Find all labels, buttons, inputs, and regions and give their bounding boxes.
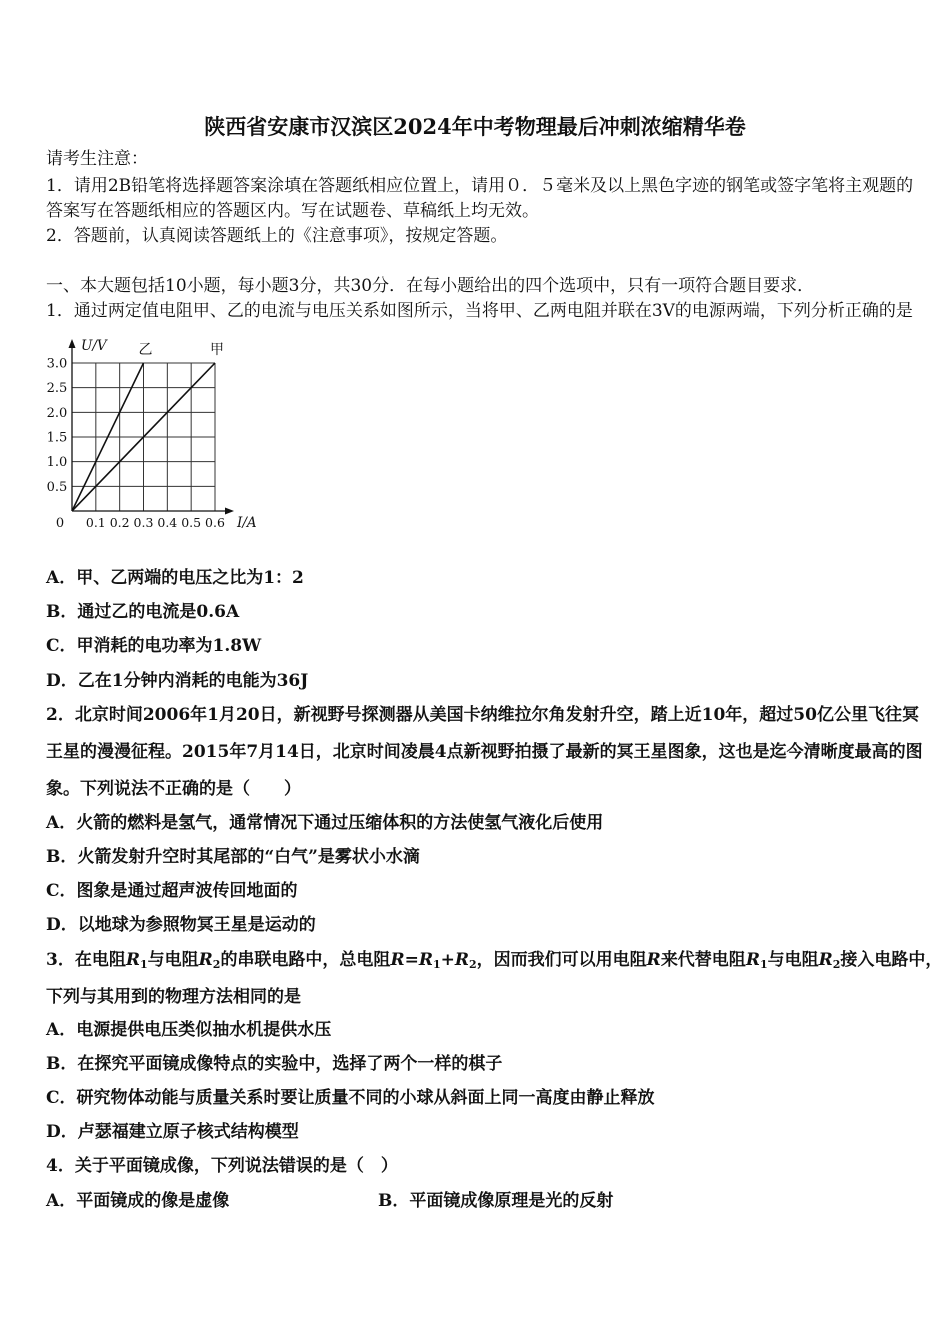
notice-heading: 请考生注意： [46, 149, 148, 169]
q3-option-b: B．在探究平面镜成像特点的实验中，选择了两个一样的棋子 [46, 1054, 503, 1074]
q2-option-d: D．以地球为参照物冥王星是运动的 [46, 915, 316, 935]
stem-text: + [440, 950, 455, 970]
y-tick-label: 1.0 [46, 455, 68, 471]
notice-item-1-line-2: 答案写在答题纸相应的答题区内。写在试题卷、草稿纸上均无效。 [46, 201, 539, 221]
x-tick-label: 0.4 [157, 515, 178, 530]
variable-symbol: R [125, 950, 140, 970]
series-label: 甲 [210, 342, 224, 358]
x-axis-label: I/A [237, 515, 257, 531]
subscript: 1 [139, 958, 148, 971]
q4-option-b: B．平面镜成像原理是光的反射 [378, 1191, 614, 1211]
variable-symbol: R [418, 950, 433, 970]
q4-stem: 4．关于平面镜成像，下列说法错误的是（ ） [46, 1156, 398, 1176]
stem-text: = [404, 950, 419, 970]
q3-stem-line-1 [46, 950, 942, 975]
variable-symbol: R [818, 950, 833, 970]
subscript: 1 [432, 958, 441, 971]
y-axis-arrow [69, 339, 76, 348]
stem-text: 接入电路中， [840, 950, 943, 970]
q1-option-a: A．甲、乙两端的电压之比为1：2 [46, 568, 304, 588]
q2-option-a: A．火箭的燃料是氢气，通常情况下通过压缩体积的方法使氢气液化后使用 [46, 813, 604, 833]
stem-text: 3．在电阻 [46, 950, 126, 970]
x-axis-arrow [225, 508, 234, 515]
q1-option-c: C．甲消耗的电功率为1.8W [46, 636, 262, 656]
variable-symbol: R [390, 950, 405, 970]
q2-stem-line-3: 象。下列说法不正确的是（ ） [46, 779, 301, 799]
subscript: 1 [759, 958, 768, 971]
series-label: 乙 [138, 342, 153, 358]
q3-option-d: D．卢瑟福建立原子核式结构模型 [46, 1122, 299, 1142]
stem-text: 的串联电路中，总电阻 [220, 950, 391, 970]
section-heading: 一、本大题包括10小题，每小题3分，共30分．在每小题给出的四个选项中，只有一项符合题目要求． [46, 276, 815, 296]
subscript: 2 [469, 958, 477, 971]
y-axis-label: U/V [81, 338, 107, 354]
variable-symbol: R [198, 950, 213, 970]
subscript: 2 [212, 958, 221, 971]
y-tick-label: 3.0 [46, 356, 68, 372]
q3-stem-line-2: 下列与其用到的物理方法相同的是 [46, 987, 301, 1007]
notice-item-1-line-1: 1．请用2B铅笔将选择题答案涂填在答题纸相应位置上，请用０．５毫米及以上黑色字迹的钢笔或签字笔将主观题的 [46, 176, 914, 196]
x-tick-label: 0.1 [85, 515, 106, 530]
y-tick-label: 2.0 [46, 405, 68, 421]
stem-text: 与电阻 [147, 950, 199, 970]
stem-text: 与电阻 [767, 950, 819, 970]
origin-label: 0 [55, 516, 65, 531]
u-i-graph [40, 333, 270, 533]
variable-symbol: R [745, 950, 760, 970]
y-tick-label: 1.5 [46, 430, 68, 446]
q2-option-b: B．火箭发射升空时其尾部的“白气”是雾状小水滴 [46, 847, 420, 867]
q2-stem-line-2: 王星的漫漫征程。2015年7月14日，北京时间凌晨4点新视野拍摄了最新的冥王星图象，这也是迄今清晰度最高的图 [46, 742, 923, 762]
subscript: 2 [832, 958, 841, 971]
y-tick-label: 2.5 [46, 381, 68, 397]
x-tick-label: 0.6 [205, 515, 225, 530]
page-title: 陕西省安康市汉滨区2024年中考物理最后冲刺浓缩精华卷 [204, 114, 746, 139]
q2-stem-line-1: 2．北京时间2006年1月20日，新视野号探测器从美国卡纳维拉尔角发射升空，踏上近10年，超过50亿公里飞往冥 [46, 705, 919, 725]
q1-stem: 1．通过两定值电阻甲、乙的电流与电压关系如图所示，当将甲、乙两电阻并联在3V的电源两端，下列分析正确的是 [46, 301, 913, 321]
y-tick-label: 0.5 [46, 479, 68, 495]
stem-text: ，因而我们可以用电阻 [476, 950, 647, 970]
x-tick-label: 0.5 [181, 515, 202, 530]
x-tick-label: 0.2 [109, 515, 130, 530]
notice-item-2: 2．答题前，认真阅读答题纸上的《注意事项》，按规定答题。 [46, 226, 508, 246]
q3-option-c: C．研究物体动能与质量关系时要让质量不同的小球从斜面上同一高度由静止释放 [46, 1088, 655, 1108]
q3-option-a: A．电源提供电压类似抽水机提供水压 [46, 1020, 332, 1040]
q1-option-d: D．乙在1分钟内消耗的电能为36J [46, 671, 309, 691]
q1-option-b: B．通过乙的电流是0.6A [46, 602, 240, 622]
x-tick-label: 0.3 [133, 515, 154, 530]
variable-symbol: R [454, 950, 470, 970]
variable-symbol: R [646, 950, 661, 970]
stem-text: 来代替电阻 [660, 950, 746, 970]
q2-option-c: C．图象是通过超声波传回地面的 [46, 881, 298, 901]
q4-option-a: A．平面镜成的像是虚像 [46, 1191, 230, 1211]
